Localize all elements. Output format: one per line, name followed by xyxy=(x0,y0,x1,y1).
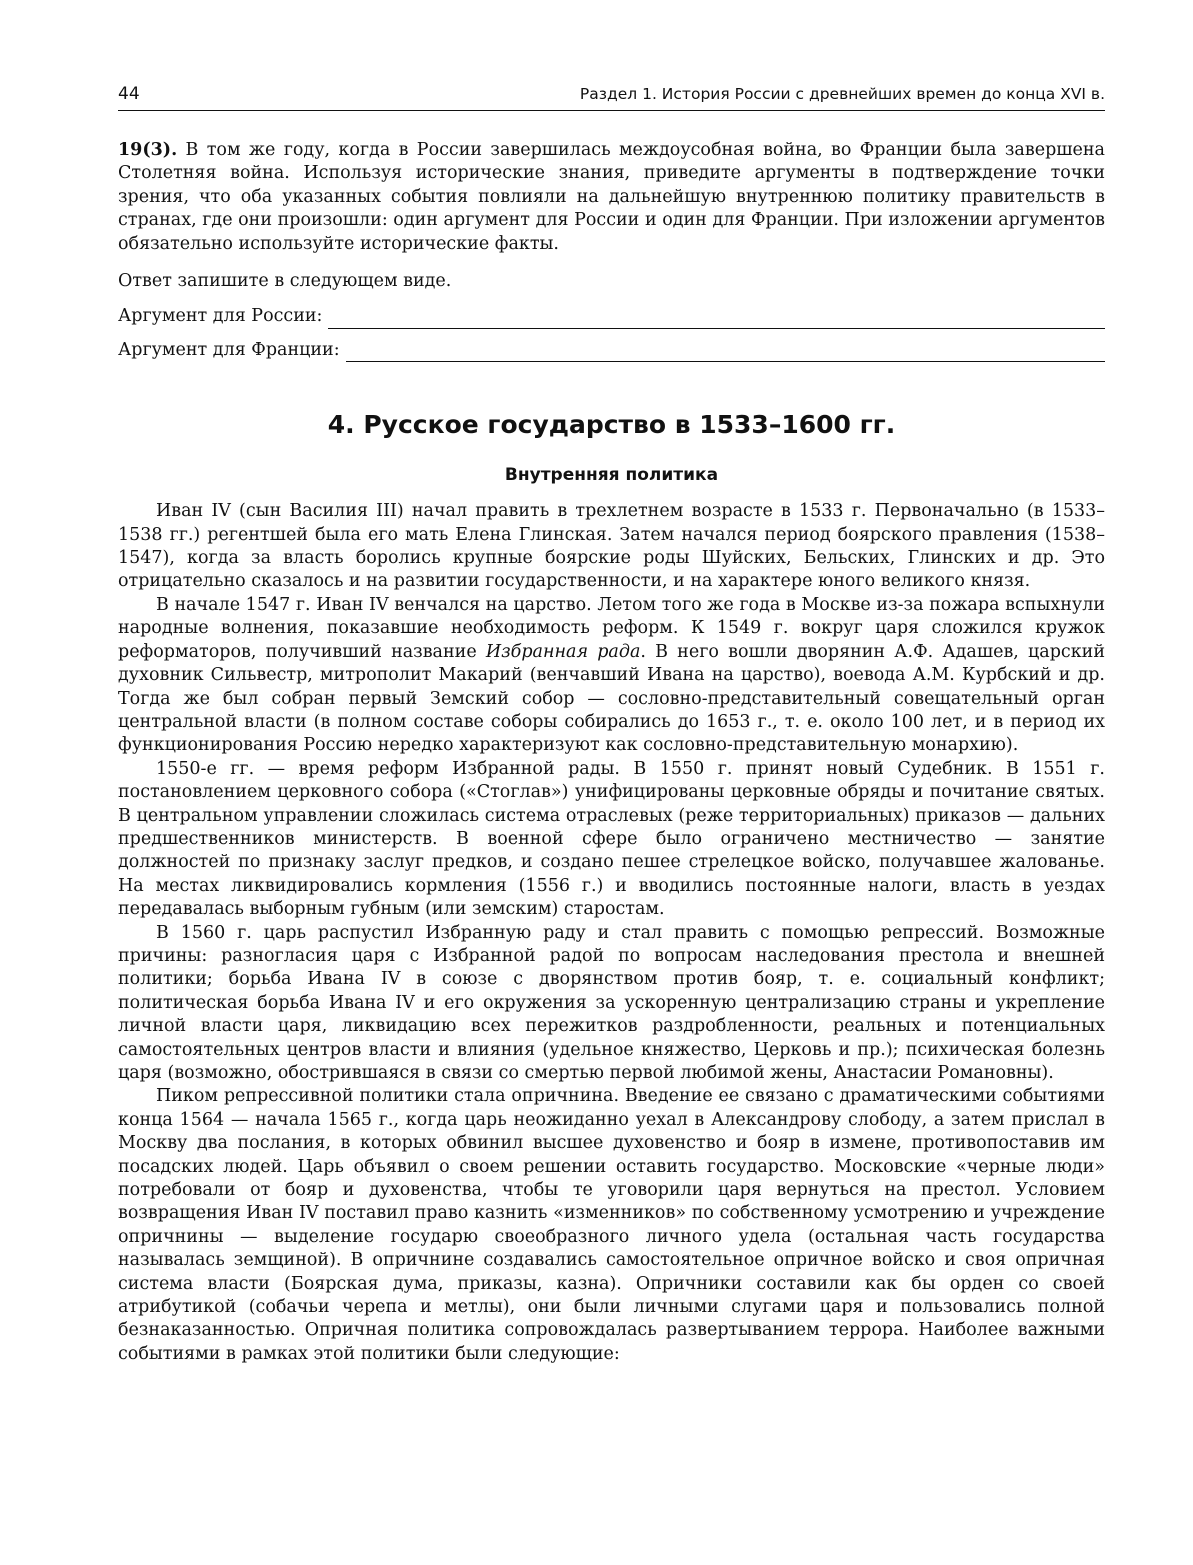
chapter-body xyxy=(118,500,1105,1366)
task-question xyxy=(118,139,1105,256)
paragraph-2 xyxy=(118,594,1105,758)
paragraph-3: 1550-е гг. — время реформ Избранной рады. В 1550 г. принят новый Судебник. В 1551 г. постановлением церковного собора («Стоглав») унифицированы церковные обряды и почитание святых. В центральном управлении сложилась система отраслевых (реже территориальных) приказов — дальних предшественников министерств. В военной сфере было ограничено местничество — занятие должностей по признаку заслуг предков, и создано пешее стрелецкое войско, получавшее жалованье. На местах ликвидировались кормления (1556 г.) и вводились постоянные налоги, власть в уездах передавалась выборным губным (или земским) старостам. xyxy=(118,758,1105,920)
chapter-title: 4. Русское государство в 1533–1600 гг. xyxy=(327,410,896,440)
answer-instruction: Ответ запишите в следующем виде. xyxy=(118,271,452,292)
argument-russia-blank[interactable] xyxy=(328,312,1105,329)
section-subtitle: Внутренняя политика xyxy=(504,465,719,486)
running-section-title: Раздел 1. История России с древнейших времен до конца XVI в. xyxy=(579,84,1105,103)
page-number: 44 xyxy=(118,83,140,104)
paragraph-1: Иван IV (сын Василия III) начал править в трехлетнем возрасте в 1533 г. Первоначально (в 1533–1538 гг.) регентшей была его мать Елена Глинская. Затем начался период боярского правления (1538–1547), когда за власть боролись крупные боярские роды Шуйских, Бельских, Глинских и др. Это отрицательно сказалось и на развитии государственности, и на характере юного великого князя. xyxy=(118,501,1105,592)
answer-line-russia xyxy=(118,305,1105,328)
paragraph-4: В 1560 г. царь распустил Избранную раду и стал править с помощью репрессий. Возможные причины: разногласия царя с Избранной радой по вопросам наследования престола и внешней политики; борьба Ивана IV в союзе с дворянством против бояр, т. е. социальный конфликт; политическая борьба Ивана IV и его окружения за ускоренную централизацию страны и укрепление личной власти царя, ликвидацию всех пережитков раздробленности, реальных и потенциальных самостоятельных центров власти и влияния (удельное княжество, Церковь и пр.); психическая болезнь царя (возможно, обострившаяся в связи со смертью первой любимой жены, Анастасии Романовны). xyxy=(118,922,1105,1083)
paragraph-2-part-1: В начале 1547 г. Иван IV венчался на царство. Летом того же года в Москве из-за пожара вспыхнули народные волнения, показавшие необходимость реформ. К 1549 г. вокруг царя сложился кружок реформаторов, получивший название xyxy=(118,594,1105,662)
task-number: 19(3). xyxy=(118,140,178,160)
argument-france-blank[interactable] xyxy=(346,345,1105,362)
paragraph-5: Пиком репрессивной политики стала опричнина. Введение ее связано с драматическими событиями конца 1564 — начала 1565 г., когда царь неожиданно уехал в Александрову слободу, а затем прислал в Москву два послания, в которых обвинил высшее духовенство и бояр в измене, противопоставив им посадских людей. Царь объявил о своем решении оставить государство. Московские «черные люди» потребовали от бояр и духовенства, чтобы те уговорили царя вернуться на престол. Условием возвращения Иван IV поставил право казнить «изменников» по собственному усмотрению и учреждение опричнины — выделение государю своеобразного личного удела (остальная часть государства называлась земщиной). В опричнине создавались самостоятельное опричное войско и своя опричная система власти (Боярская дума, приказы, казна). Опричники составили как бы орден со своей атрибутикой (собачьи черепа и метлы), они были личными слугами царя и пользовались полной безнаказанностью. Опричная политика сопровождалась развертыванием террора. Наиболее важными событиями в рамках этой политики были следующие: xyxy=(118,1086,1105,1364)
argument-france-label: Аргумент для Франции: xyxy=(118,339,340,360)
argument-russia-label: Аргумент для России: xyxy=(118,306,323,327)
page-header xyxy=(118,78,1105,111)
paragraph-2-term: Избранная рада xyxy=(485,641,641,662)
paragraph-2-part-2: . В него вошли дворянин А.Ф. Адашев, царский духовник Сильвестр, митрополит Макарий (венчавший Ивана на царство), воевода А.М. Курбский и др. Тогда же был собран первый Земский собор — сословно-представительный совещательный орган центральной власти (в полном составе соборы собирались до 1653 г., т. е. около 100 лет, и в период их функционирования Россию нередко характеризуют как сословно-представительную монархию). xyxy=(118,641,1105,756)
document-page xyxy=(118,78,1105,1366)
task-text: В том же году, когда в России завершилась междоусобная война, во Франции была завершена Столетняя война. Используя исторические знания, приведите аргументы в подтверждение точки зрения, что оба указанных события повлияли на дальнейшую внутреннюю политику правительств в странах, где они произошли: один аргумент для России и один для Франции. При изложении аргументов обязательно используйте исторические факты. xyxy=(118,140,1105,254)
answer-line-france xyxy=(118,339,1105,362)
